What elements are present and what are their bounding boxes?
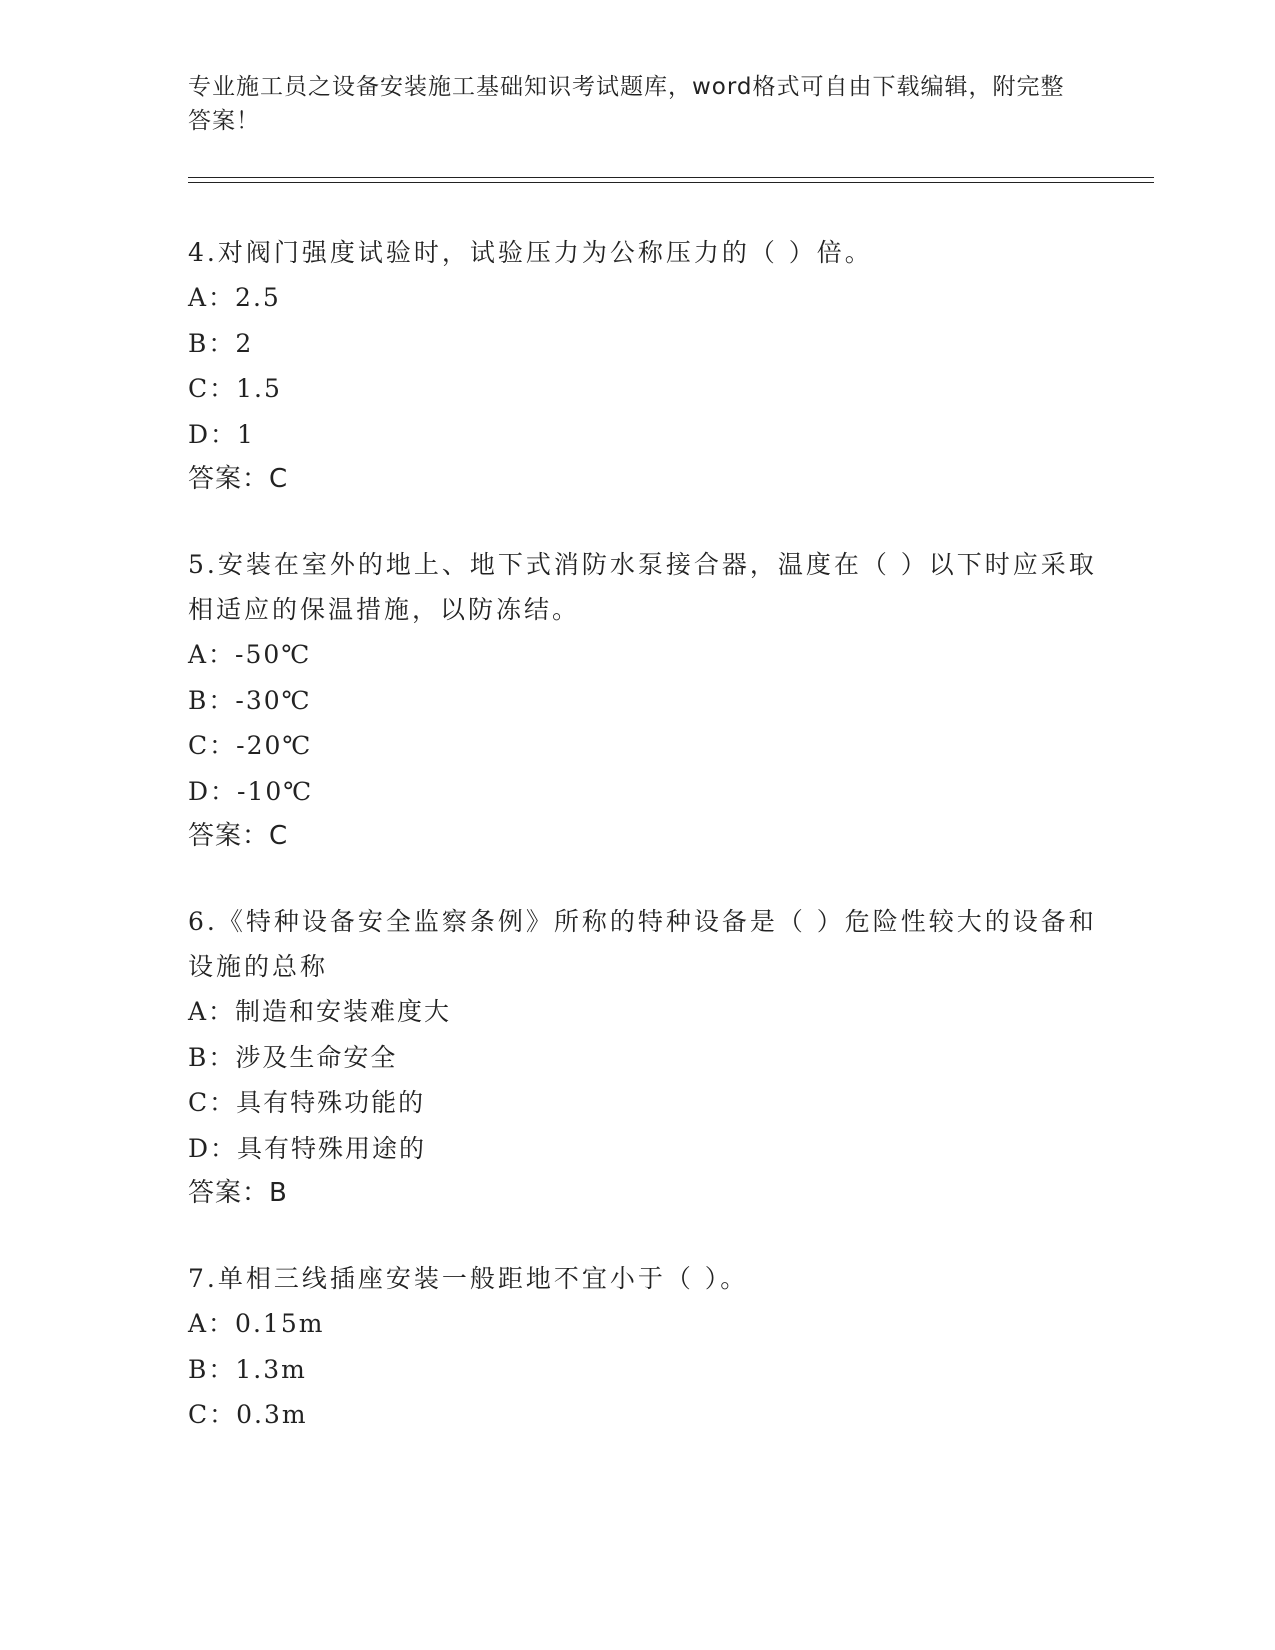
option-b: B：涉及生命安全: [188, 1042, 398, 1072]
header-rule-bottom: [188, 182, 1154, 183]
option-b: B：1.3m: [188, 1354, 307, 1384]
option-c: C：具有特殊功能的: [188, 1088, 426, 1117]
answer-label: 答案：C: [188, 821, 289, 851]
option-a: A：2.5: [188, 283, 281, 312]
question-5: [188, 542, 1108, 859]
answer-label: 答案：C: [188, 464, 289, 494]
question-4: [188, 230, 1108, 502]
question-list: [188, 230, 1108, 1478]
option-a: A：0.15m: [188, 1309, 325, 1338]
option-a: A：-50℃: [188, 640, 312, 669]
option-b: B：2: [188, 328, 254, 358]
question-7: [188, 1256, 1108, 1438]
option-b: B：-30℃: [188, 685, 312, 715]
option-d: D：1: [188, 419, 255, 449]
header-rule-top: [188, 177, 1154, 178]
option-d: D：-10℃: [188, 776, 314, 806]
option-c: C：0.3m: [188, 1400, 308, 1429]
option-c: C：1.5: [188, 374, 282, 403]
option-a: A：制造和安装难度大: [188, 997, 452, 1026]
question-text: 7.单相三线插座安装一般距地不宜小于（ ）。: [188, 1264, 749, 1293]
option-d: D：具有特殊用途的: [188, 1133, 427, 1163]
question-text: 5.安装在室外的地上、地下式消防水泵接合器，温度在（ ）以下时应采取相适应的保温措施，以防冻结。: [188, 550, 1097, 624]
question-text: 4.对阀门强度试验时，试验压力为公称压力的（ ）倍。: [188, 238, 873, 267]
document-header: 专业施工员之设备安装施工基础知识考试题库，word格式可自由下载编辑，附完整答案！: [188, 74, 1065, 134]
option-c: C：-20℃: [188, 731, 313, 760]
answer-label: 答案：B: [188, 1178, 288, 1208]
question-text: 6.《特种设备安全监察条例》所称的特种设备是（ ）危险性较大的设备和设施的总称: [188, 907, 1097, 981]
question-6: [188, 899, 1108, 1216]
